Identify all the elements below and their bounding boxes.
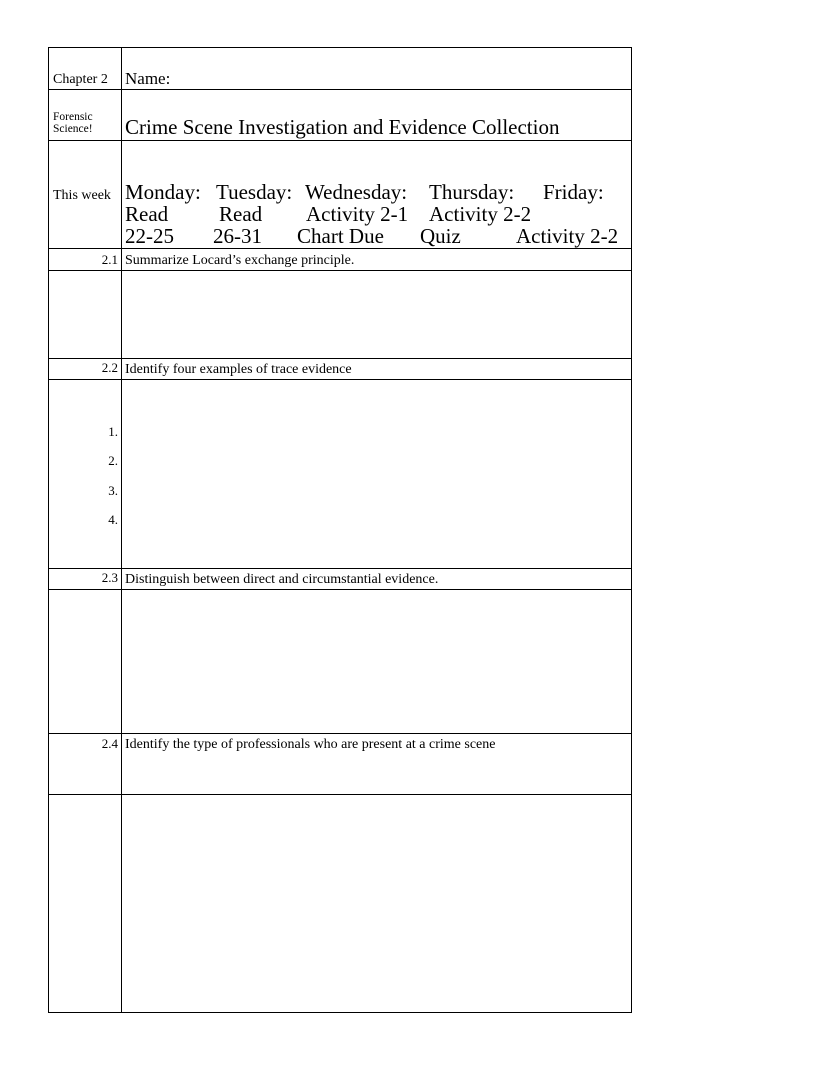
row-divider	[49, 270, 631, 271]
row-divider	[49, 358, 631, 359]
objective-prompt: Summarize Locard’s exchange principle.	[125, 253, 355, 268]
list-item-number: 4.	[108, 512, 118, 527]
row-divider	[49, 140, 631, 141]
objective-prompt: Identify the type of professionals who are present at a crime scene	[125, 737, 496, 752]
list-item-number: 3.	[108, 483, 118, 498]
subject-label: Forensic Science!	[53, 111, 93, 135]
schedule-monday-task: Read	[125, 202, 169, 226]
row-divider	[49, 379, 631, 380]
schedule-day-monday: Monday:	[125, 180, 201, 204]
row-divider	[49, 568, 631, 569]
objective-prompt: Identify four examples of trace evidence	[125, 362, 352, 377]
schedule-day-wednesday: Wednesday:	[305, 180, 408, 204]
row-divider	[49, 248, 631, 249]
list-item-number: 1.	[108, 424, 118, 439]
chapter-label: Chapter 2	[53, 72, 108, 87]
row-divider	[49, 589, 631, 590]
schedule-day-thursday: Thursday:	[429, 180, 515, 204]
week-label: This week	[53, 188, 111, 203]
row-divider	[49, 794, 631, 795]
schedule-day-friday: Friday:	[543, 180, 604, 204]
objective-number: 2.4	[101, 736, 118, 751]
column-divider	[121, 48, 122, 1012]
schedule-thursday-task: Activity 2-2	[429, 202, 532, 226]
worksheet-table	[48, 47, 632, 1013]
schedule-wednesday-due: Chart Due	[297, 224, 384, 248]
schedule-tuesday-task: Read	[219, 202, 263, 226]
objective-number: 2.1	[101, 252, 118, 267]
schedule-thursday-quiz: Quiz	[420, 224, 461, 248]
name-label: Name:	[125, 69, 171, 88]
schedule-wednesday-task: Activity 2-1	[306, 202, 409, 226]
row-divider	[49, 89, 631, 90]
page-title: Crime Scene Investigation and Evidence Collection	[125, 115, 560, 139]
objective-number: 2.2	[101, 360, 118, 375]
objective-prompt: Distinguish between direct and circumstantial evidence.	[125, 572, 439, 587]
objective-number: 2.3	[101, 570, 118, 585]
row-divider	[49, 733, 631, 734]
list-item-number: 2.	[108, 453, 118, 468]
schedule-day-tuesday: Tuesday:	[216, 180, 293, 204]
schedule-tuesday-pages: 26-31	[213, 224, 262, 248]
schedule-monday-pages: 22-25	[125, 224, 174, 248]
schedule-friday-task: Activity 2-2	[516, 224, 619, 248]
